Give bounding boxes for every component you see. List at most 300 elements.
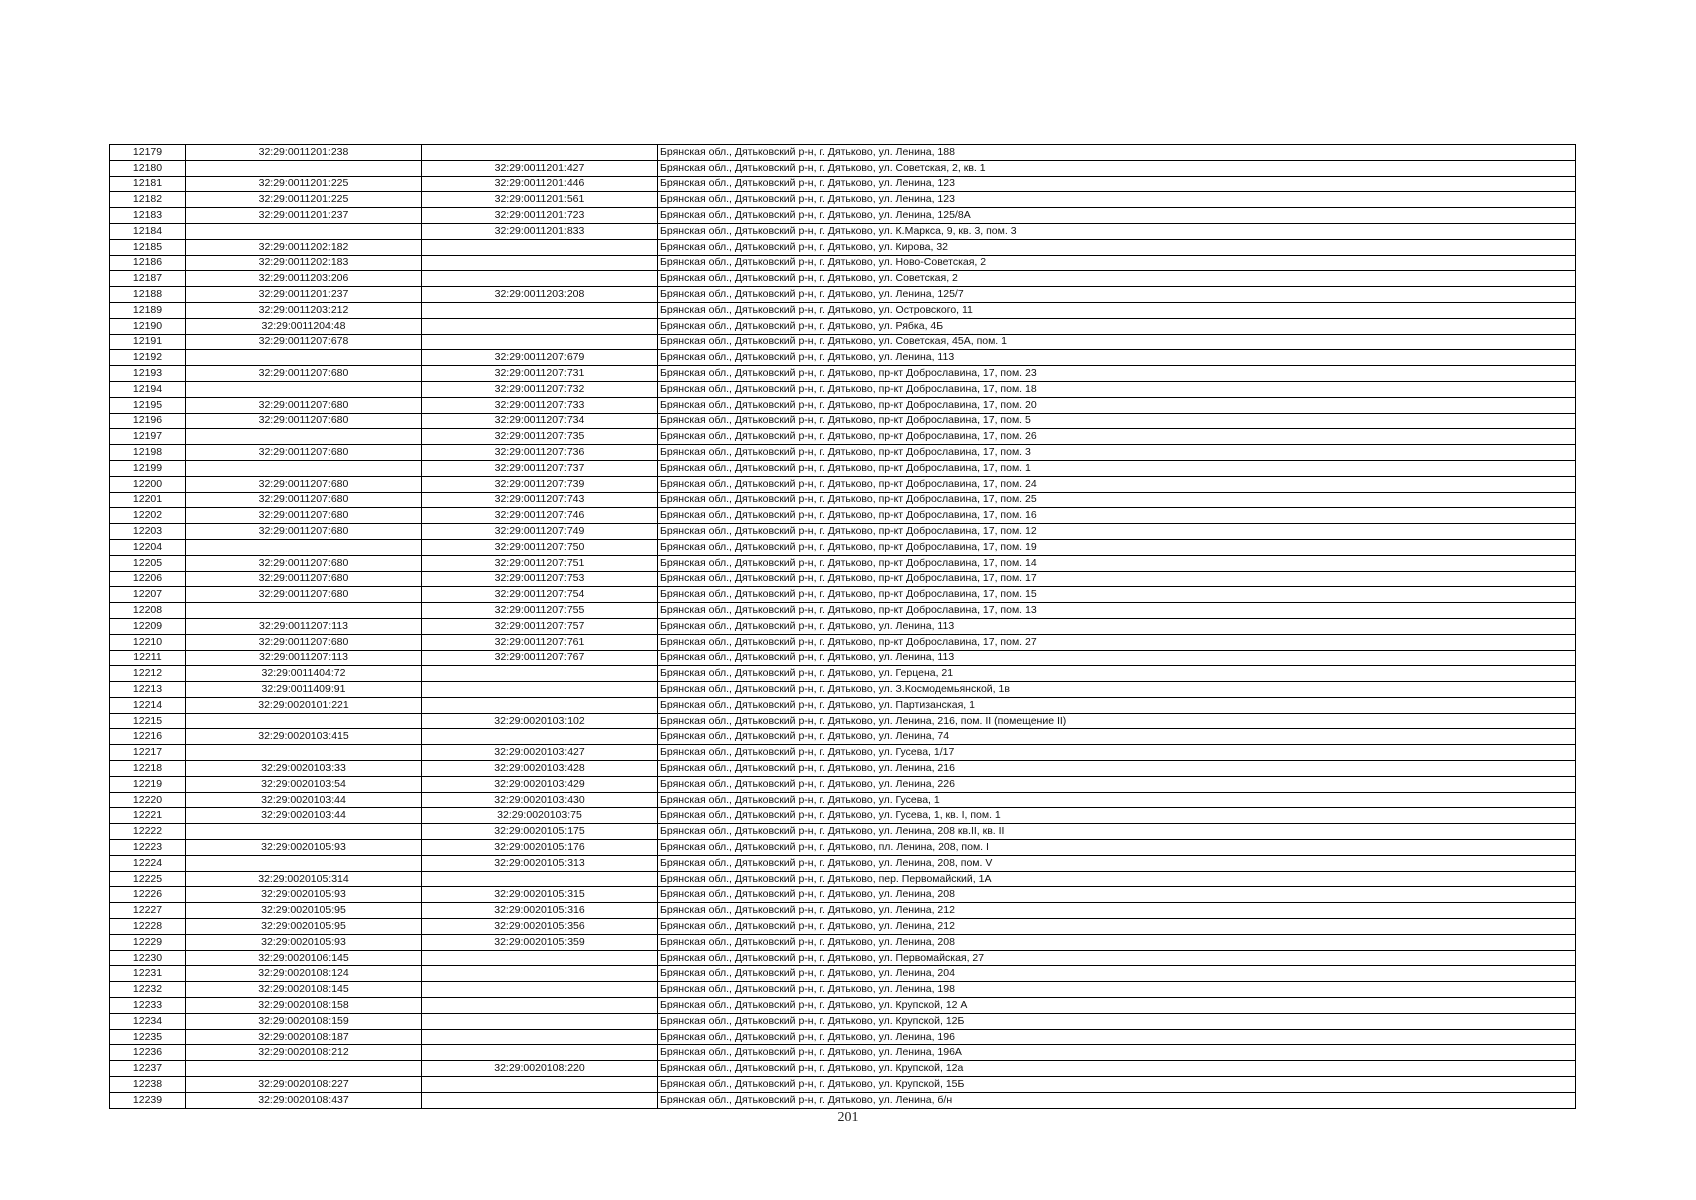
cadastral-number-cell: 32:29:0020105:93 <box>186 934 422 950</box>
row-number-cell: 12199 <box>110 460 186 476</box>
object-cadastral-number-cell: 32:29:0011201:561 <box>422 192 658 208</box>
table-row <box>110 934 1576 950</box>
cadastral-number-cell: 32:29:0011203:212 <box>186 302 422 318</box>
cadastral-number-cell: 32:29:0020108:145 <box>186 982 422 998</box>
object-cadastral-number-cell: 32:29:0011207:751 <box>422 555 658 571</box>
cadastral-number-cell: 32:29:0011207:113 <box>186 618 422 634</box>
table-row <box>110 318 1576 334</box>
address-cell: Брянская обл., Дятьковский р-н, г. Дятьково, пр-кт Доброславина, 17, пом. 5 <box>658 413 1576 429</box>
cadastral-number-cell <box>186 381 422 397</box>
row-number-cell: 12190 <box>110 318 186 334</box>
row-number-cell: 12216 <box>110 729 186 745</box>
row-number-cell: 12238 <box>110 1077 186 1093</box>
row-number-cell: 12233 <box>110 998 186 1014</box>
table-row <box>110 903 1576 919</box>
object-cadastral-number-cell: 32:29:0011207:757 <box>422 618 658 634</box>
table-row <box>110 950 1576 966</box>
table-row <box>110 160 1576 176</box>
cadastral-number-cell: 32:29:0011202:182 <box>186 239 422 255</box>
cadastral-number-cell: 32:29:0011207:680 <box>186 492 422 508</box>
address-cell: Брянская обл., Дятьковский р-н, г. Дятьково, ул. Ленина, б/н <box>658 1092 1576 1108</box>
address-cell: Брянская обл., Дятьковский р-н, г. Дятьково, ул. З.Космодемьянской, 1в <box>658 682 1576 698</box>
cadastral-number-cell <box>186 1061 422 1077</box>
object-cadastral-number-cell: 32:29:0020105:356 <box>422 919 658 935</box>
cadastral-number-cell: 32:29:0020103:33 <box>186 761 422 777</box>
address-cell: Брянская обл., Дятьковский р-н, г. Дятьково, ул. Ленина, 216 <box>658 761 1576 777</box>
registry-table-body <box>110 145 1576 1109</box>
address-cell: Брянская обл., Дятьковский р-н, г. Дятьково, пр-кт Доброславина, 17, пом. 27 <box>658 634 1576 650</box>
table-row <box>110 982 1576 998</box>
table-row <box>110 776 1576 792</box>
object-cadastral-number-cell <box>422 239 658 255</box>
address-cell: Брянская обл., Дятьковский р-н, г. Дятьково, пр-кт Доброславина, 17, пом. 13 <box>658 603 1576 619</box>
address-cell: Брянская обл., Дятьковский р-н, г. Дятьково, ул. Ленина, 212 <box>658 919 1576 935</box>
address-cell: Брянская обл., Дятьковский р-н, г. Дятьково, пл. Ленина, 208, пом. I <box>658 840 1576 856</box>
cadastral-number-cell: 32:29:0020108:158 <box>186 998 422 1014</box>
table-row <box>110 476 1576 492</box>
object-cadastral-number-cell: 32:29:0011207:746 <box>422 508 658 524</box>
address-cell: Брянская обл., Дятьковский р-н, г. Дятьково, ул. Крупской, 15Б <box>658 1077 1576 1093</box>
cadastral-number-cell: 32:29:0011207:680 <box>186 524 422 540</box>
row-number-cell: 12221 <box>110 808 186 824</box>
object-cadastral-number-cell: 32:29:0020108:220 <box>422 1061 658 1077</box>
address-cell: Брянская обл., Дятьковский р-н, г. Дятьково, ул. Ленина, 123 <box>658 176 1576 192</box>
address-cell: Брянская обл., Дятьковский р-н, г. Дятьково, пр-кт Доброславина, 17, пом. 19 <box>658 539 1576 555</box>
address-cell: Брянская обл., Дятьковский р-н, г. Дятьково, ул. Гусева, 1/17 <box>658 745 1576 761</box>
table-row <box>110 587 1576 603</box>
object-cadastral-number-cell: 32:29:0011207:754 <box>422 587 658 603</box>
row-number-cell: 12223 <box>110 840 186 856</box>
row-number-cell: 12234 <box>110 1013 186 1029</box>
address-cell: Брянская обл., Дятьковский р-н, г. Дятьково, пр-кт Доброславина, 17, пом. 18 <box>658 381 1576 397</box>
row-number-cell: 12194 <box>110 381 186 397</box>
object-cadastral-number-cell: 32:29:0020103:102 <box>422 713 658 729</box>
table-row <box>110 1013 1576 1029</box>
row-number-cell: 12232 <box>110 982 186 998</box>
row-number-cell: 12181 <box>110 176 186 192</box>
object-cadastral-number-cell: 32:29:0011201:833 <box>422 223 658 239</box>
object-cadastral-number-cell <box>422 1013 658 1029</box>
address-cell: Брянская обл., Дятьковский р-н, г. Дятьково, пр-кт Доброславина, 17, пом. 25 <box>658 492 1576 508</box>
row-number-cell: 12225 <box>110 871 186 887</box>
cadastral-number-cell: 32:29:0020103:44 <box>186 808 422 824</box>
row-number-cell: 12208 <box>110 603 186 619</box>
row-number-cell: 12213 <box>110 682 186 698</box>
object-cadastral-number-cell <box>422 302 658 318</box>
address-cell: Брянская обл., Дятьковский р-н, г. Дятьково, пер. Первомайский, 1А <box>658 871 1576 887</box>
cadastral-number-cell: 32:29:0011409:91 <box>186 682 422 698</box>
cadastral-number-cell: 32:29:0020105:95 <box>186 919 422 935</box>
address-cell: Брянская обл., Дятьковский р-н, г. Дятьково, ул. Ленина, 113 <box>658 650 1576 666</box>
address-cell: Брянская обл., Дятьковский р-н, г. Дятьково, пр-кт Доброславина, 17, пом. 24 <box>658 476 1576 492</box>
row-number-cell: 12215 <box>110 713 186 729</box>
cadastral-number-cell: 32:29:0011201:238 <box>186 145 422 161</box>
table-row <box>110 713 1576 729</box>
object-cadastral-number-cell: 32:29:0011207:767 <box>422 650 658 666</box>
cadastral-number-cell <box>186 713 422 729</box>
address-cell: Брянская обл., Дятьковский р-н, г. Дятьково, ул. Ленина, 212 <box>658 903 1576 919</box>
table-row <box>110 808 1576 824</box>
cadastral-number-cell: 32:29:0020101:221 <box>186 697 422 713</box>
address-cell: Брянская обл., Дятьковский р-н, г. Дятьково, ул. Кирова, 32 <box>658 239 1576 255</box>
cadastral-number-cell: 32:29:0011207:680 <box>186 413 422 429</box>
table-row <box>110 508 1576 524</box>
object-cadastral-number-cell: 32:29:0011207:731 <box>422 366 658 382</box>
object-cadastral-number-cell: 32:29:0020105:359 <box>422 934 658 950</box>
row-number-cell: 12212 <box>110 666 186 682</box>
row-number-cell: 12210 <box>110 634 186 650</box>
object-cadastral-number-cell: 32:29:0011207:753 <box>422 571 658 587</box>
address-cell: Брянская обл., Дятьковский р-н, г. Дятьково, ул. Ленина, 216, пом. II (помещение II) <box>658 713 1576 729</box>
cadastral-number-cell: 32:29:0020103:415 <box>186 729 422 745</box>
row-number-cell: 12186 <box>110 255 186 271</box>
address-cell: Брянская обл., Дятьковский р-н, г. Дятьково, ул. Ленина, 125/8А <box>658 208 1576 224</box>
cadastral-number-cell: 32:29:0011201:225 <box>186 192 422 208</box>
cadastral-number-cell <box>186 603 422 619</box>
object-cadastral-number-cell: 32:29:0011207:736 <box>422 445 658 461</box>
row-number-cell: 12228 <box>110 919 186 935</box>
table-row <box>110 460 1576 476</box>
row-number-cell: 12207 <box>110 587 186 603</box>
object-cadastral-number-cell <box>422 729 658 745</box>
table-row <box>110 350 1576 366</box>
cadastral-number-cell <box>186 824 422 840</box>
table-row <box>110 855 1576 871</box>
address-cell: Брянская обл., Дятьковский р-н, г. Дятьково, ул. Гусева, 1 <box>658 792 1576 808</box>
table-row <box>110 429 1576 445</box>
table-row <box>110 729 1576 745</box>
object-cadastral-number-cell <box>422 871 658 887</box>
object-cadastral-number-cell <box>422 334 658 350</box>
object-cadastral-number-cell <box>422 1045 658 1061</box>
table-row <box>110 887 1576 903</box>
address-cell: Брянская обл., Дятьковский р-н, г. Дятьково, ул. Ленина, 204 <box>658 966 1576 982</box>
address-cell: Брянская обл., Дятьковский р-н, г. Дятьково, ул. Советская, 45А, пом. 1 <box>658 334 1576 350</box>
address-cell: Брянская обл., Дятьковский р-н, г. Дятьково, ул. Партизанская, 1 <box>658 697 1576 713</box>
address-cell: Брянская обл., Дятьковский р-н, г. Дятьково, пр-кт Доброславина, 17, пом. 20 <box>658 397 1576 413</box>
cadastral-number-cell <box>186 460 422 476</box>
table-row <box>110 397 1576 413</box>
object-cadastral-number-cell: 32:29:0011207:750 <box>422 539 658 555</box>
row-number-cell: 12219 <box>110 776 186 792</box>
cadastral-number-cell: 32:29:0011207:680 <box>186 555 422 571</box>
object-cadastral-number-cell: 32:29:0020103:429 <box>422 776 658 792</box>
cadastral-number-cell: 32:29:0011207:680 <box>186 397 422 413</box>
address-cell: Брянская обл., Дятьковский р-н, г. Дятьково, ул. Советская, 2, кв. 1 <box>658 160 1576 176</box>
object-cadastral-number-cell: 32:29:0011201:446 <box>422 176 658 192</box>
object-cadastral-number-cell: 32:29:0011207:739 <box>422 476 658 492</box>
address-cell: Брянская обл., Дятьковский р-н, г. Дятьково, ул. Ново-Советская, 2 <box>658 255 1576 271</box>
table-row <box>110 239 1576 255</box>
object-cadastral-number-cell: 32:29:0020105:316 <box>422 903 658 919</box>
row-number-cell: 12195 <box>110 397 186 413</box>
cadastral-number-cell: 32:29:0011207:680 <box>186 366 422 382</box>
row-number-cell: 12185 <box>110 239 186 255</box>
object-cadastral-number-cell <box>422 1092 658 1108</box>
object-cadastral-number-cell <box>422 998 658 1014</box>
row-number-cell: 12226 <box>110 887 186 903</box>
table-row <box>110 381 1576 397</box>
row-number-cell: 12180 <box>110 160 186 176</box>
address-cell: Брянская обл., Дятьковский р-н, г. Дятьково, ул. Островского, 11 <box>658 302 1576 318</box>
cadastral-number-cell: 32:29:0020103:44 <box>186 792 422 808</box>
table-row <box>110 1077 1576 1093</box>
cadastral-number-cell: 32:29:0011203:206 <box>186 271 422 287</box>
table-row <box>110 634 1576 650</box>
object-cadastral-number-cell: 32:29:0011207:761 <box>422 634 658 650</box>
object-cadastral-number-cell: 32:29:0011201:723 <box>422 208 658 224</box>
object-cadastral-number-cell: 32:29:0011201:427 <box>422 160 658 176</box>
address-cell: Брянская обл., Дятьковский р-н, г. Дятьково, пр-кт Доброславина, 17, пом. 26 <box>658 429 1576 445</box>
row-number-cell: 12182 <box>110 192 186 208</box>
table-row <box>110 998 1576 1014</box>
cadastral-number-cell <box>186 429 422 445</box>
object-cadastral-number-cell: 32:29:0020105:313 <box>422 855 658 871</box>
address-cell: Брянская обл., Дятьковский р-н, г. Дятьково, ул. Ленина, 196А <box>658 1045 1576 1061</box>
table-row <box>110 840 1576 856</box>
cadastral-number-cell: 32:29:0011207:680 <box>186 445 422 461</box>
address-cell: Брянская обл., Дятьковский р-н, г. Дятьково, пр-кт Доброславина, 17, пом. 3 <box>658 445 1576 461</box>
object-cadastral-number-cell: 32:29:0011207:732 <box>422 381 658 397</box>
table-row <box>110 871 1576 887</box>
row-number-cell: 12222 <box>110 824 186 840</box>
table-row <box>110 650 1576 666</box>
object-cadastral-number-cell: 32:29:0011207:733 <box>422 397 658 413</box>
cadastral-number-cell: 32:29:0020108:212 <box>186 1045 422 1061</box>
table-row <box>110 539 1576 555</box>
row-number-cell: 12201 <box>110 492 186 508</box>
table-row <box>110 761 1576 777</box>
address-cell: Брянская обл., Дятьковский р-н, г. Дятьково, ул. Ленина, 188 <box>658 145 1576 161</box>
row-number-cell: 12211 <box>110 650 186 666</box>
address-cell: Брянская обл., Дятьковский р-н, г. Дятьково, ул. Ленина, 208 <box>658 934 1576 950</box>
address-cell: Брянская обл., Дятьковский р-н, г. Дятьково, ул. Ленина, 113 <box>658 618 1576 634</box>
table-row <box>110 145 1576 161</box>
property-registry-table <box>109 144 1576 1109</box>
table-row <box>110 302 1576 318</box>
cadastral-number-cell <box>186 539 422 555</box>
table-row <box>110 966 1576 982</box>
cadastral-number-cell: 32:29:0011207:680 <box>186 508 422 524</box>
address-cell: Брянская обл., Дятьковский р-н, г. Дятьково, ул. Первомайская, 27 <box>658 950 1576 966</box>
cadastral-number-cell: 32:29:0011207:680 <box>186 587 422 603</box>
address-cell: Брянская обл., Дятьковский р-н, г. Дятьково, ул. Герцена, 21 <box>658 666 1576 682</box>
cadastral-number-cell: 32:29:0020105:95 <box>186 903 422 919</box>
cadastral-number-cell: 32:29:0011207:680 <box>186 571 422 587</box>
address-cell: Брянская обл., Дятьковский р-н, г. Дятьково, ул. Рябка, 4Б <box>658 318 1576 334</box>
address-cell: Брянская обл., Дятьковский р-н, г. Дятьково, ул. Ленина, 113 <box>658 350 1576 366</box>
cadastral-number-cell: 32:29:0011207:680 <box>186 476 422 492</box>
object-cadastral-number-cell: 32:29:0020103:75 <box>422 808 658 824</box>
cadastral-number-cell: 32:29:0020108:227 <box>186 1077 422 1093</box>
cadastral-number-cell: 32:29:0020108:124 <box>186 966 422 982</box>
object-cadastral-number-cell: 32:29:0020103:427 <box>422 745 658 761</box>
row-number-cell: 12217 <box>110 745 186 761</box>
table-row <box>110 1045 1576 1061</box>
cadastral-number-cell <box>186 350 422 366</box>
cadastral-number-cell: 32:29:0011204:48 <box>186 318 422 334</box>
table-row <box>110 666 1576 682</box>
object-cadastral-number-cell: 32:29:0020105:175 <box>422 824 658 840</box>
address-cell: Брянская обл., Дятьковский р-н, г. Дятьково, ул. К.Маркса, 9, кв. 3, пом. 3 <box>658 223 1576 239</box>
address-cell: Брянская обл., Дятьковский р-н, г. Дятьково, ул. Ленина, 125/7 <box>658 287 1576 303</box>
address-cell: Брянская обл., Дятьковский р-н, г. Дятьково, ул. Крупской, 12 А <box>658 998 1576 1014</box>
object-cadastral-number-cell: 32:29:0020105:176 <box>422 840 658 856</box>
cadastral-number-cell <box>186 160 422 176</box>
row-number-cell: 12203 <box>110 524 186 540</box>
cadastral-number-cell: 32:29:0011207:680 <box>186 634 422 650</box>
address-cell: Брянская обл., Дятьковский р-н, г. Дятьково, ул. Крупской, 12а <box>658 1061 1576 1077</box>
row-number-cell: 12227 <box>110 903 186 919</box>
table-row <box>110 524 1576 540</box>
address-cell: Брянская обл., Дятьковский р-н, г. Дятьково, ул. Ленина, 196 <box>658 1029 1576 1045</box>
object-cadastral-number-cell: 32:29:0020105:315 <box>422 887 658 903</box>
address-cell: Брянская обл., Дятьковский р-н, г. Дятьково, ул. Советская, 2 <box>658 271 1576 287</box>
table-row <box>110 555 1576 571</box>
table-row <box>110 223 1576 239</box>
cadastral-number-cell: 32:29:0011201:237 <box>186 208 422 224</box>
cadastral-number-cell: 32:29:0020106:145 <box>186 950 422 966</box>
object-cadastral-number-cell <box>422 982 658 998</box>
table-row <box>110 1029 1576 1045</box>
row-number-cell: 12239 <box>110 1092 186 1108</box>
table-row <box>110 192 1576 208</box>
object-cadastral-number-cell <box>422 1077 658 1093</box>
table-row <box>110 571 1576 587</box>
cadastral-number-cell: 32:29:0020105:93 <box>186 887 422 903</box>
address-cell: Брянская обл., Дятьковский р-н, г. Дятьково, ул. Крупской, 12Б <box>658 1013 1576 1029</box>
row-number-cell: 12197 <box>110 429 186 445</box>
row-number-cell: 12206 <box>110 571 186 587</box>
address-cell: Брянская обл., Дятьковский р-н, г. Дятьково, пр-кт Доброславина, 17, пом. 15 <box>658 587 1576 603</box>
row-number-cell: 12220 <box>110 792 186 808</box>
cadastral-number-cell: 32:29:0011202:183 <box>186 255 422 271</box>
table-row <box>110 492 1576 508</box>
row-number-cell: 12204 <box>110 539 186 555</box>
row-number-cell: 12205 <box>110 555 186 571</box>
object-cadastral-number-cell <box>422 145 658 161</box>
row-number-cell: 12187 <box>110 271 186 287</box>
object-cadastral-number-cell: 32:29:0011207:743 <box>422 492 658 508</box>
address-cell: Брянская обл., Дятьковский р-н, г. Дятьково, пр-кт Доброславина, 17, пом. 14 <box>658 555 1576 571</box>
table-row <box>110 271 1576 287</box>
row-number-cell: 12183 <box>110 208 186 224</box>
object-cadastral-number-cell: 32:29:0011207:737 <box>422 460 658 476</box>
cadastral-number-cell: 32:29:0020108:187 <box>186 1029 422 1045</box>
address-cell: Брянская обл., Дятьковский р-н, г. Дятьково, ул. Ленина, 208 кв.II, кв. II <box>658 824 1576 840</box>
address-cell: Брянская обл., Дятьковский р-н, г. Дятьково, ул. Ленина, 226 <box>658 776 1576 792</box>
table-row <box>110 792 1576 808</box>
object-cadastral-number-cell <box>422 255 658 271</box>
cadastral-number-cell: 32:29:0011201:237 <box>186 287 422 303</box>
row-number-cell: 12196 <box>110 413 186 429</box>
cadastral-number-cell: 32:29:0020108:159 <box>186 1013 422 1029</box>
address-cell: Брянская обл., Дятьковский р-н, г. Дятьково, ул. Ленина, 198 <box>658 982 1576 998</box>
row-number-cell: 12198 <box>110 445 186 461</box>
address-cell: Брянская обл., Дятьковский р-н, г. Дятьково, пр-кт Доброславина, 17, пом. 1 <box>658 460 1576 476</box>
table-row <box>110 255 1576 271</box>
object-cadastral-number-cell <box>422 966 658 982</box>
row-number-cell: 12230 <box>110 950 186 966</box>
row-number-cell: 12193 <box>110 366 186 382</box>
object-cadastral-number-cell <box>422 697 658 713</box>
object-cadastral-number-cell: 32:29:0020103:428 <box>422 761 658 777</box>
table-row <box>110 682 1576 698</box>
table-row <box>110 1092 1576 1108</box>
object-cadastral-number-cell: 32:29:0011207:735 <box>422 429 658 445</box>
table-row <box>110 697 1576 713</box>
address-cell: Брянская обл., Дятьковский р-н, г. Дятьково, ул. Ленина, 208 <box>658 887 1576 903</box>
object-cadastral-number-cell: 32:29:0011203:208 <box>422 287 658 303</box>
row-number-cell: 12237 <box>110 1061 186 1077</box>
object-cadastral-number-cell <box>422 318 658 334</box>
cadastral-number-cell: 32:29:0020105:314 <box>186 871 422 887</box>
object-cadastral-number-cell <box>422 271 658 287</box>
row-number-cell: 12191 <box>110 334 186 350</box>
table-row <box>110 618 1576 634</box>
table-row <box>110 176 1576 192</box>
address-cell: Брянская обл., Дятьковский р-н, г. Дятьково, ул. Гусева, 1, кв. I, пом. 1 <box>658 808 1576 824</box>
cadastral-number-cell <box>186 855 422 871</box>
object-cadastral-number-cell <box>422 1029 658 1045</box>
row-number-cell: 12231 <box>110 966 186 982</box>
row-number-cell: 12200 <box>110 476 186 492</box>
cadastral-number-cell <box>186 223 422 239</box>
object-cadastral-number-cell <box>422 666 658 682</box>
cadastral-number-cell: 32:29:0020103:54 <box>186 776 422 792</box>
table-row <box>110 919 1576 935</box>
page-number: 201 <box>837 1110 859 1125</box>
object-cadastral-number-cell: 32:29:0011207:755 <box>422 603 658 619</box>
row-number-cell: 12202 <box>110 508 186 524</box>
row-number-cell: 12214 <box>110 697 186 713</box>
address-cell: Брянская обл., Дятьковский р-н, г. Дятьково, ул. Ленина, 123 <box>658 192 1576 208</box>
row-number-cell: 12224 <box>110 855 186 871</box>
row-number-cell: 12235 <box>110 1029 186 1045</box>
table-row <box>110 1061 1576 1077</box>
cadastral-number-cell <box>186 745 422 761</box>
object-cadastral-number-cell: 32:29:0011207:749 <box>422 524 658 540</box>
row-number-cell: 12192 <box>110 350 186 366</box>
row-number-cell: 12189 <box>110 302 186 318</box>
table-row <box>110 824 1576 840</box>
table-row <box>110 208 1576 224</box>
object-cadastral-number-cell <box>422 682 658 698</box>
cadastral-number-cell: 32:29:0011207:678 <box>186 334 422 350</box>
cadastral-number-cell: 32:29:0020108:437 <box>186 1092 422 1108</box>
cadastral-number-cell: 32:29:0011207:113 <box>186 650 422 666</box>
row-number-cell: 12188 <box>110 287 186 303</box>
cadastral-number-cell: 32:29:0011404:72 <box>186 666 422 682</box>
object-cadastral-number-cell: 32:29:0011207:679 <box>422 350 658 366</box>
address-cell: Брянская обл., Дятьковский р-н, г. Дятьково, ул. Ленина, 208, пом. V <box>658 855 1576 871</box>
address-cell: Брянская обл., Дятьковский р-н, г. Дятьково, пр-кт Доброславина, 17, пом. 16 <box>658 508 1576 524</box>
address-cell: Брянская обл., Дятьковский р-н, г. Дятьково, пр-кт Доброславина, 17, пом. 17 <box>658 571 1576 587</box>
table-row <box>110 334 1576 350</box>
table-row <box>110 745 1576 761</box>
address-cell: Брянская обл., Дятьковский р-н, г. Дятьково, ул. Ленина, 74 <box>658 729 1576 745</box>
row-number-cell: 12184 <box>110 223 186 239</box>
table-row <box>110 366 1576 382</box>
table-row <box>110 603 1576 619</box>
object-cadastral-number-cell: 32:29:0020103:430 <box>422 792 658 808</box>
object-cadastral-number-cell <box>422 950 658 966</box>
table-row <box>110 445 1576 461</box>
object-cadastral-number-cell: 32:29:0011207:734 <box>422 413 658 429</box>
cadastral-number-cell: 32:29:0020105:93 <box>186 840 422 856</box>
table-row <box>110 287 1576 303</box>
address-cell: Брянская обл., Дятьковский р-н, г. Дятьково, пр-кт Доброславина, 17, пом. 12 <box>658 524 1576 540</box>
